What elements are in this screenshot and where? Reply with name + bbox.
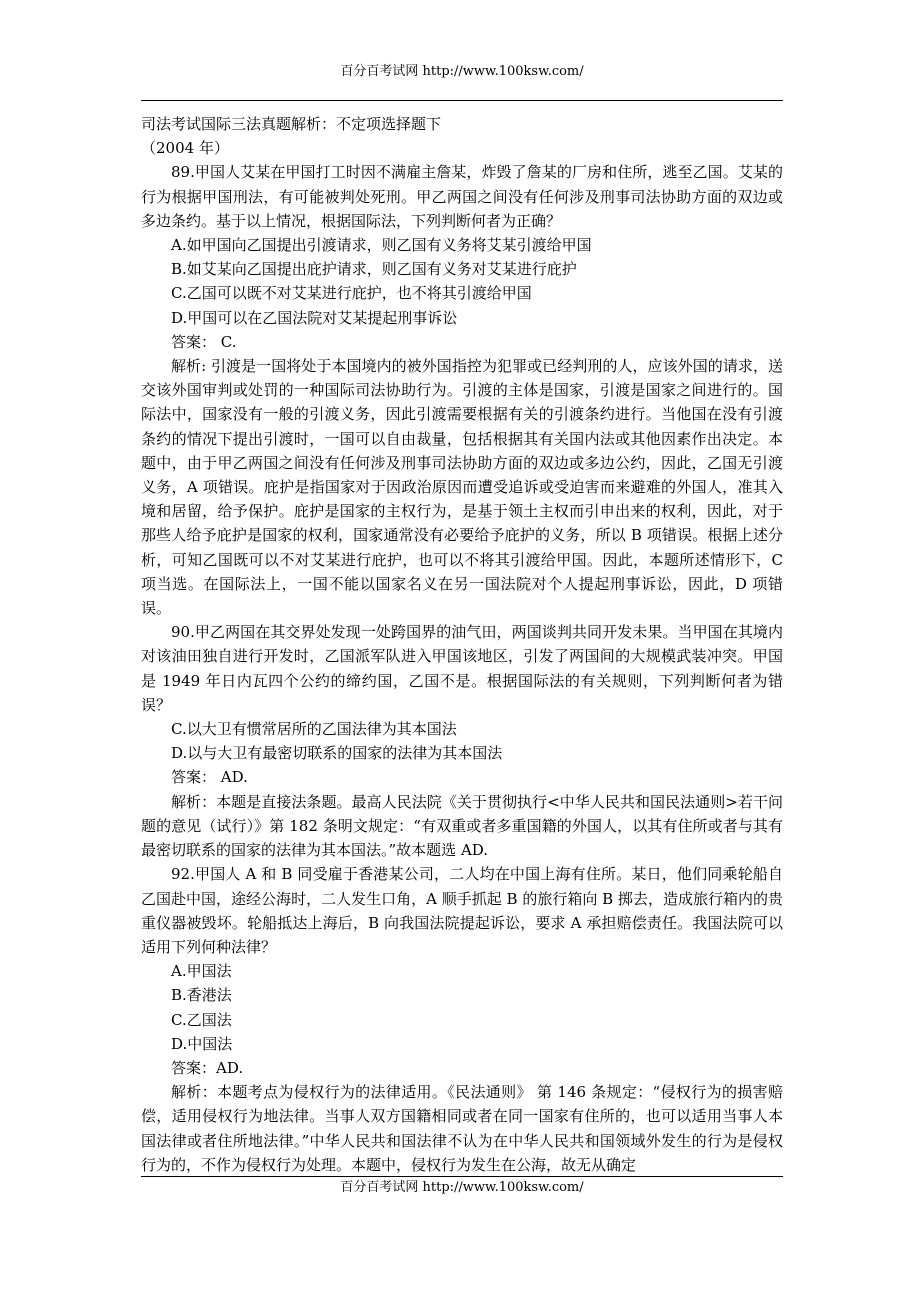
question-89-answer: 答案： C. [171, 332, 237, 351]
footer-divider [141, 1176, 783, 1177]
question-89-option-a: A.如甲国向乙国提出引渡请求，则乙国有义务将艾某引渡给甲国 [171, 236, 592, 255]
page-footer: 百分百考试网 http://www.100ksw.com/ [340, 1180, 584, 1195]
question-89-stem: 89.甲国人艾某在甲国打工时因不满雇主詹某，炸毁了詹某的厂房和住所，逃至乙国。艾某的行为根据甲国刑法，有可能被判处死刑。甲乙两国之间没有任何涉及刑事司法协助方面的双边或多边条约。基于以上情况，根据国际法，下列判断何者为正确？ [141, 163, 783, 230]
question-92-option-a: A.甲国法 [171, 962, 232, 981]
question-92-stem: 92.甲国人 A 和 B 同受雇于香港某公司，二人均在中国上海有住所。某日，他们同乘轮船自乙国赴中国，途经公海时，二人发生口角，A 顺手抓起 B 的旅行箱向 B 掷去，造成旅行箱内的贵重仪器被毁坏。轮船抵达上海后，B 向我国法院提起诉讼，要求 A 承担赔偿责任。我国法院可以适用下列何种法律？ [141, 865, 783, 956]
question-90-analysis: 解析：本题是直接法条题。最高人民法院《关于贯彻执行<中华人民共和国民法通则>若干问题的意见（试行）》第 182 条明文规定：“有双重或者多重国籍的外国人，以其有住所或者与其有最密切联系的国家的法律为其本国法。”故本题选 AD. [141, 792, 783, 860]
question-90-option-c: C.以大卫有惯常居所的乙国法律为其本国法 [171, 720, 457, 739]
question-92-option-b: B.香港法 [171, 986, 232, 1005]
question-89-analysis: 解析: 引渡是一国将处于本国境内的被外国指控为犯罪或已经判刑的人，应该外国的请求，送交该外国审判或处罚的一种国际司法协助行为。引渡的主体是国家，引渡是国家之间进行的。国际法中，国家没有一般的引渡义务，因此引渡需要根据有关的引渡条约进行。当他国在没有引渡条约的情况下提出引渡时，一国可以自由裁量，包括根据其有关国内法或其他因素作出决定。本题中，由于甲乙两国之间没有任何涉及刑事司法协助方面的双边或多边公约，因此，乙国无引渡义务，A 项错误。庇护是指国家对于因政治原因而遭受追诉或受迫害而来避难的外国人，准其入境和居留，给予保护。庇护是国家的主权行为，是基于领土主权而引申出来的权利，因此，对于那些人给予庇护是国家的权利，国家通常没有必要给予庇护的义务，所以 B 项错误。根据上述分析，可知乙国既可以不对艾某进行庇护，也可以不将其引渡给甲国。因此，本题所述情形下，C 项当选。在国际法上，一国不能以国家名义在另一国法院对个人提起刑事诉讼，因此，D 项错误。 [141, 357, 783, 618]
question-89-option-d: D.甲国可以在乙国法院对艾某提起刑事诉讼 [171, 308, 458, 327]
question-90-answer: 答案： AD. [171, 768, 248, 787]
page-header: 百分百考试网 http://www.100ksw.com/ [340, 64, 584, 79]
question-92-answer: 答案：AD. [171, 1058, 244, 1077]
question-90-option-d: D.以与大卫有最密切联系的国家的法律为其本国法 [171, 744, 503, 763]
question-89-option-b: B.如艾某向乙国提出庇护请求，则乙国有义务对艾某进行庇护 [171, 260, 577, 279]
document-title: 司法考试国际三法真题解析：不定项选择题下 [141, 115, 442, 133]
document-body [141, 112, 783, 1177]
header-divider [141, 100, 783, 101]
question-90-stem: 90.甲乙两国在其交界处发现一处跨国界的油气田，两国谈判共同开发未果。当甲国在其境内对该油田独自进行开发时，乙国派军队进入甲国该地区，引发了两国间的大规模武装冲突。甲国是 1949 年日内瓦四个公约的缔约国，乙国不是。根据国际法的有关规则，下列判断何者为错误？ [141, 623, 783, 714]
exam-year: （2004 年） [141, 139, 229, 158]
question-92-analysis: 解析：本题考点为侵权行为的法律适用。《民法通则》 第 146 条规定：“侵权行为的损害赔偿，适用侵权行为地法律。当事人双方国籍相同或者在同一国家有住所的，也可以适用当事人本国法律或者住所地法律。”中华人民共和国法律不认为在中华人民共和国领域外发生的行为是侵权行为的，不作为侵权行为处理。本题中，侵权行为发生在公海，故无从确定 [141, 1083, 783, 1174]
question-89-option-c: C.乙国可以既不对艾某进行庇护，也不将其引渡给甲国 [171, 284, 532, 303]
question-92-option-c: C.乙国法 [171, 1010, 232, 1029]
question-92-option-d: D.中国法 [171, 1034, 233, 1053]
